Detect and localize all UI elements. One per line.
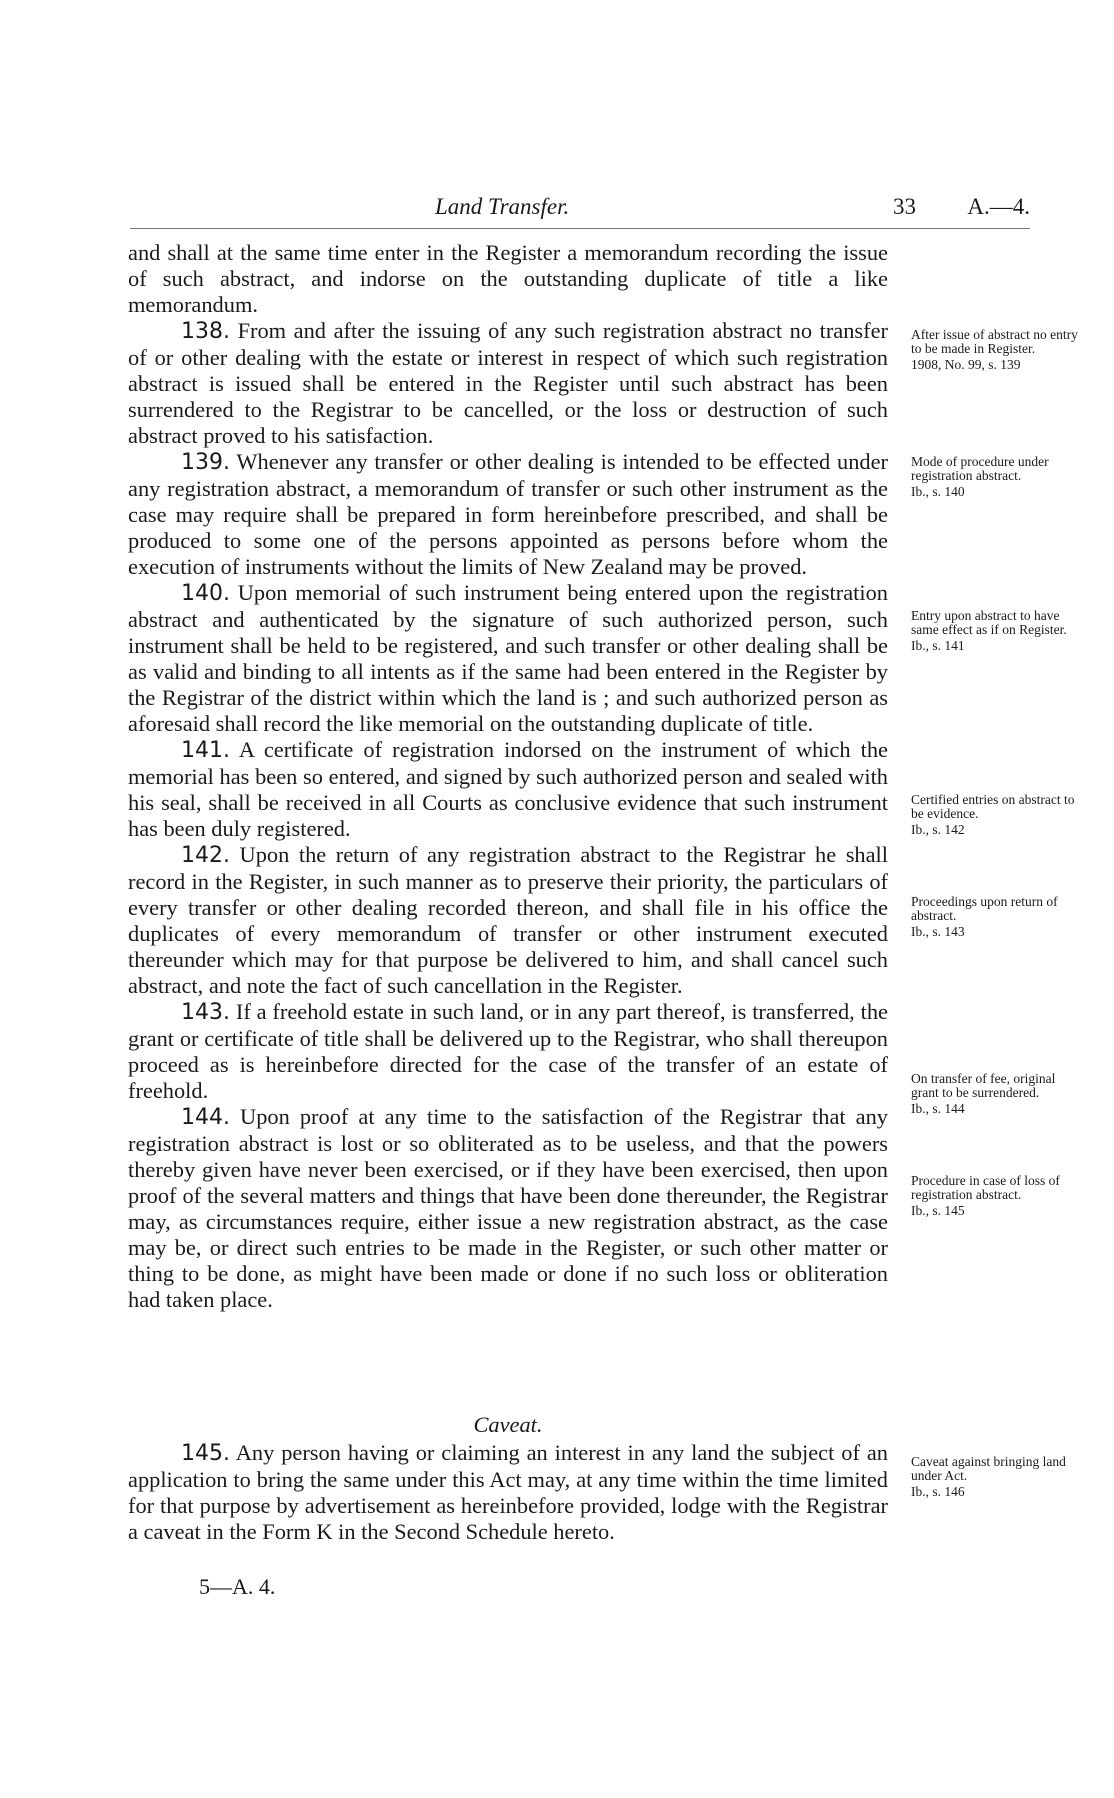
margin-note — [911, 793, 1086, 837]
paragraph-text: and shall at the same time enter in the Register a memorandum recording the issue of such abstract, and indorse on the outstanding duplicate of title a like memorandum. — [128, 240, 888, 317]
margin-note-citation: Ib., s. 144 — [911, 1101, 965, 1116]
section-145 — [128, 1440, 888, 1545]
section-140 — [128, 580, 888, 737]
margin-note-citation: Ib., s. 143 — [911, 924, 965, 939]
margin-note-citation: Ib., s. 140 — [911, 484, 965, 499]
section-text: Whenever any transfer or other dealing is intended to be effected under any registration abstract, a memorandum of transfer or such other instrument as the case may require shall be prepared in form hereinbefore prescribed, and shall be produced to some one of the persons appointed as persons before whom the execution of instruments without the limits of New Zealand may be proved. — [128, 449, 888, 579]
section-heading-caveat: Caveat. — [473, 1412, 543, 1437]
section-138 — [128, 318, 888, 449]
margin-note — [911, 328, 1086, 372]
margin-note-text: On transfer of fee, original grant to be surrendered. — [911, 1071, 1056, 1100]
section-number: 140. — [181, 581, 230, 606]
section-text: Any person having or claiming an interest in any land the subject of an application to bring the same under this Act may, at any time within the time limited for that purpose by advertisement as hereinbefore provided, lodge with the Registrar a caveat in the Form K in the Second Schedule hereto. — [128, 1440, 888, 1544]
margin-note-citation: Ib., s. 146 — [911, 1484, 965, 1499]
margin-note-citation: Ib., s. 141 — [911, 638, 965, 653]
margin-note — [911, 609, 1086, 653]
margin-note-citation: 1908, No. 99, s. 139 — [911, 357, 1021, 372]
running-header — [130, 194, 1030, 228]
section-number: 143. — [181, 1000, 230, 1025]
section-number: 141. — [181, 738, 230, 763]
section-text: Upon proof at any time to the satisfaction of the Registrar that any registration abstract is lost or so obliterated as to be useless, and that the powers thereby given have never been exercised, or if they have been exercised, then upon proof of the several matters and things that have been done thereunder, the Registrar may, as circumstances require, either issue a new registration abstract, as the case may be, or direct such entries to be made in the Register, or such other matter or thing to be done, as might have been made or done if no such loss or obliteration had taken place. — [128, 1104, 888, 1312]
margin-note-citation: Ib., s. 145 — [911, 1203, 965, 1218]
section-text: Upon the return of any registration abstract to the Registrar he shall record in the Register, in such manner as to preserve their priority, the particulars of every transfer or other dealing recorded thereon, and shall file in his office the duplicates of every memorandum of transfer or other instrument executed thereunder which may for that purpose be delivered to him, and shall cancel such abstract, and note the fact of such cancellation in the Register. — [128, 842, 888, 998]
section-number: 144. — [181, 1105, 230, 1130]
section-141 — [128, 737, 888, 842]
running-title: Land Transfer. — [435, 194, 570, 219]
signature-mark: 5—A. 4. — [199, 1574, 276, 1599]
margin-note-text: Procedure in case of loss of registration abstract. — [911, 1173, 1060, 1202]
body-text — [128, 240, 888, 1313]
section-text: A certificate of registration indorsed on the instrument of which the memorial has been so entered, and signed by such authorized person and sealed with his seal, shall be received in all Courts as conclusive evidence that such instrument has been duly registered. — [128, 737, 888, 841]
body-text-caveat — [128, 1440, 888, 1545]
margin-note — [911, 1072, 1086, 1116]
margin-note-text: Certified entries on abstract to be evidence. — [911, 792, 1075, 821]
section-number: 139. — [181, 450, 230, 475]
margin-note-text: Caveat against bringing land under Act. — [911, 1454, 1066, 1483]
section-number: 142. — [181, 843, 230, 868]
section-number: 138. — [181, 319, 230, 344]
section-139 — [128, 449, 888, 580]
header-rule — [130, 228, 1030, 229]
page-number: 33 — [893, 194, 916, 219]
margin-note-text: After issue of abstract no entry to be made in Register. — [911, 327, 1078, 356]
paper-reference: A.—4. — [967, 194, 1030, 219]
section-144 — [128, 1104, 888, 1313]
margin-note-text: Proceedings upon return of abstract. — [911, 894, 1058, 923]
section-text: From and after the issuing of any such registration abstract no transfer of or other dealing with the estate or interest in respect of which such registration abstract is issued shall be entered in the Register until such abstract has been surrendered to the Registrar to be cancelled, or the loss or destruction of such abstract proved to his satisfaction. — [128, 318, 888, 448]
margin-note — [911, 1174, 1086, 1218]
margin-note — [911, 895, 1086, 939]
section-142 — [128, 842, 888, 999]
margin-note — [911, 1455, 1086, 1499]
section-143 — [128, 999, 888, 1104]
section-text: If a freehold estate in such land, or in any part thereof, is transferred, the grant or certificate of title shall be delivered up to the Registrar, who shall thereupon proceed as is hereinbefore directed for the case of the transfer of an estate of freehold. — [128, 999, 888, 1103]
section-text: Upon memorial of such instrument being entered upon the registration abstract and authenticated by the signature of such authorized person, such instrument shall be held to be registered, and such transfer or other dealing shall be as valid and binding to all intents as if the same had been entered in the Register by the Registrar of the district within which the land is ; and such authorized person as aforesaid shall record the like memorial on the outstanding duplicate of title. — [128, 580, 888, 736]
margin-note-text: Mode of procedure under registration abstract. — [911, 454, 1049, 483]
section-number: 145. — [181, 1441, 230, 1466]
margin-note — [911, 455, 1086, 499]
margin-note-citation: Ib., s. 142 — [911, 822, 965, 837]
margin-note-text: Entry upon abstract to have same effect as if on Register. — [911, 608, 1067, 637]
paragraph-continued — [128, 240, 888, 318]
